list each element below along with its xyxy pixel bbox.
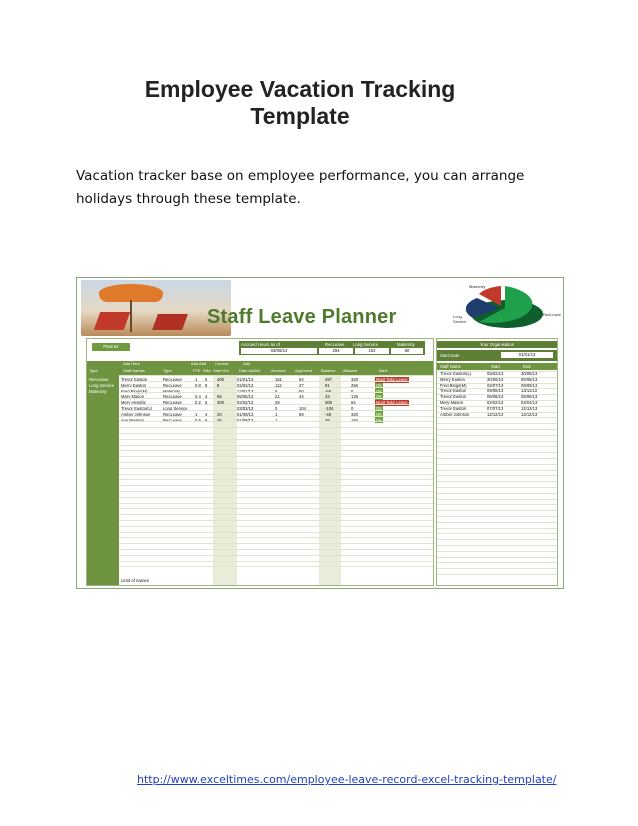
grid-line xyxy=(437,516,557,517)
fte-cell[interactable]: 0.4 xyxy=(195,394,201,400)
accrued-header xyxy=(239,341,425,355)
pie-label-long-service: Long Service xyxy=(453,314,467,324)
grid-line xyxy=(437,400,557,401)
pie-label-recleave: RecLeave xyxy=(543,312,562,317)
grid-line xyxy=(119,526,433,527)
allowed-cell[interactable]: 0 xyxy=(351,405,354,411)
grid-line xyxy=(119,416,433,417)
col-fte: FTE xyxy=(193,368,201,373)
alert-cell[interactable]: OK xyxy=(376,405,383,411)
balance-cell[interactable]: 497 xyxy=(325,377,332,382)
staff-name-cell[interactable]: Mery Hendrix xyxy=(121,400,146,406)
grid-line xyxy=(119,404,433,405)
alert-cell[interactable]: OK xyxy=(376,388,383,394)
grid-line xyxy=(119,433,433,434)
grid-line xyxy=(119,456,433,457)
wks-cell[interactable]: 6 xyxy=(205,417,208,423)
start-hrs-cell[interactable]: 8 xyxy=(217,382,220,388)
schedule-start-cell[interactable]: 09/08/13 xyxy=(487,388,504,394)
grid-line xyxy=(437,388,557,389)
approved-cell[interactable]: 27 xyxy=(299,382,304,388)
beach-chair xyxy=(152,314,188,330)
grid-line xyxy=(437,499,557,500)
grid-line xyxy=(119,450,433,451)
approved-cell[interactable]: 64 xyxy=(299,377,304,382)
schedule-name-cell[interactable]: Amber Johnson xyxy=(440,411,470,417)
leave-pie-chart xyxy=(439,280,561,336)
longservice-label: Long Service xyxy=(353,342,379,347)
grid-line xyxy=(437,412,557,413)
date-added-cell[interactable]: 01/09/13 xyxy=(237,411,254,417)
staff-name-cell[interactable]: Ava Brentari xyxy=(121,417,144,423)
alert-cell[interactable]: Must Take Leave xyxy=(376,377,408,382)
source-link[interactable]: http://www.exceltimes.com/employee-leave-record-excel-tracking-template/ xyxy=(137,773,557,786)
schedule-end-cell[interactable]: 12/12/13 xyxy=(521,411,538,417)
column-header-row xyxy=(87,361,433,375)
balance-cell[interactable]: 45 xyxy=(325,417,330,423)
type-cell[interactable]: RecLeave xyxy=(163,411,182,417)
grid-line xyxy=(437,568,557,569)
schedule-start-cell[interactable]: 12/12/13 xyxy=(487,411,504,417)
grid-line xyxy=(119,555,433,556)
allowed-cell[interactable]: 320 xyxy=(351,377,358,382)
grid-line xyxy=(119,445,433,446)
schedule-start-cell[interactable]: 05/02/13 xyxy=(487,371,504,376)
type-sidebar xyxy=(87,375,119,585)
balance-cell[interactable]: -50 xyxy=(325,388,332,394)
balance-cell[interactable]: 300 xyxy=(325,400,332,406)
accrued-cell[interactable]: 1 xyxy=(275,417,278,423)
grid-line xyxy=(119,392,433,393)
pie-label-maternity: Maternity xyxy=(469,284,486,289)
grid-line xyxy=(437,574,557,575)
grid-line xyxy=(437,475,557,476)
schedule-grid-lines xyxy=(437,371,557,581)
date-added-cell[interactable]: 05/05/13 xyxy=(237,394,254,400)
organisation-label: Your Organisation xyxy=(437,341,557,348)
grid-line xyxy=(119,439,433,440)
grid-line xyxy=(437,470,557,471)
start-date-input[interactable]: 01/01/13 xyxy=(501,352,553,358)
alert-cell[interactable]: OK xyxy=(376,382,383,388)
allowed-cell[interactable]: 320 xyxy=(351,411,358,417)
schedule-end-cell[interactable]: 30/06/13 xyxy=(521,371,538,376)
accrued-date[interactable]: 03/09/13 xyxy=(241,348,317,354)
title-line-1: Employee Vacation Tracking xyxy=(144,76,456,102)
schedule-name-cell[interactable]: Merry Easton xyxy=(440,376,465,382)
type-cell[interactable]: RecLeave xyxy=(163,417,182,423)
wks-cell[interactable]: 6 xyxy=(205,400,208,406)
grid-line xyxy=(437,539,557,540)
alert-cell[interactable]: Must Take Leave xyxy=(376,400,408,406)
balance-cell[interactable]: 91 xyxy=(325,382,330,388)
grid-line xyxy=(119,520,433,521)
grid-line xyxy=(119,497,433,498)
grid-line xyxy=(437,510,557,511)
balance-cell[interactable]: 33 xyxy=(325,394,330,400)
wks-cell[interactable]: 4 xyxy=(205,411,208,417)
grid-line xyxy=(437,406,557,407)
grid-line xyxy=(437,417,557,418)
grid-line xyxy=(119,543,433,544)
allowed-cell[interactable]: 0 xyxy=(351,388,354,394)
schedule-name-cell[interactable]: Fred Blogs(M) xyxy=(440,382,467,388)
col-date-added: Date Added xyxy=(239,368,260,373)
accrued-cell[interactable]: 161 xyxy=(275,377,282,382)
planner-title: Staff Leave Planner xyxy=(207,306,397,328)
grid-line xyxy=(437,504,557,505)
grid-line xyxy=(119,508,433,509)
schedule-panel xyxy=(436,338,558,586)
col-add-add: Add Add xyxy=(191,361,207,366)
allowed-cell[interactable]: 128 xyxy=(351,394,358,400)
schedule-end-cell[interactable]: 04/04/13 xyxy=(521,399,538,405)
intro-line-2: holidays through these template. xyxy=(76,191,301,207)
grid-line xyxy=(119,421,433,422)
grid-line xyxy=(437,551,557,552)
grid-line xyxy=(437,429,557,430)
grid-line xyxy=(119,398,433,399)
grid-line xyxy=(437,371,557,372)
grid-line xyxy=(119,514,433,515)
grid-line xyxy=(119,387,433,388)
col-staff-names: Staff Names xyxy=(123,368,145,373)
schedule-name-cell[interactable]: Trevor Easton xyxy=(440,394,467,400)
date-added-cell[interactable]: 02/02/13 xyxy=(237,382,254,388)
schedule-name-cell[interactable]: Mery Mason xyxy=(440,399,464,405)
grid-line xyxy=(119,427,433,428)
beach-chair xyxy=(94,312,131,330)
document-title xyxy=(0,76,600,130)
type-cell[interactable]: RecLeave xyxy=(163,394,182,400)
fte-cell[interactable]: 0.2 xyxy=(195,400,201,406)
accrued-cell[interactable]: 1 xyxy=(275,411,278,417)
schedule-end-cell[interactable]: 06/08/13 xyxy=(521,376,538,382)
intro-paragraph xyxy=(76,165,556,211)
date-added-cell[interactable]: 02/02/13 xyxy=(237,400,254,406)
leave-table xyxy=(86,338,434,586)
grid-line xyxy=(119,381,433,382)
grid-line xyxy=(119,462,433,463)
grid-line xyxy=(119,532,433,533)
balance-cell[interactable]: -48 xyxy=(325,411,332,417)
grid-line xyxy=(119,375,433,376)
fte-cell[interactable]: 0.8 xyxy=(195,382,201,388)
balance-cell[interactable]: -104 xyxy=(325,405,334,411)
date-added-cell[interactable]: 01/01/13 xyxy=(237,377,254,382)
grid-line xyxy=(437,487,557,488)
start-hrs-cell[interactable]: 56 xyxy=(217,394,222,400)
col-staff-name: Staff Name xyxy=(440,364,461,369)
maternity-label: Maternity xyxy=(397,342,415,347)
grid-line xyxy=(437,562,557,563)
col-add: Add xyxy=(243,361,251,366)
grid-line xyxy=(119,485,433,486)
start-date-label: Start Date xyxy=(440,353,460,358)
schedule-end-cell[interactable]: 13/11/13 xyxy=(521,388,537,394)
start-hrs-cell[interactable]: 400 xyxy=(217,377,224,382)
grid-line xyxy=(437,446,557,447)
grid-lines xyxy=(119,375,433,575)
schedule-header-row xyxy=(437,363,557,370)
col-approved: Approved xyxy=(295,368,313,373)
wks-cell[interactable]: 4 xyxy=(205,394,208,400)
alert-cell[interactable]: OK xyxy=(376,411,383,417)
date-added-cell[interactable]: 03/03/13 xyxy=(237,405,254,411)
staff-name-cell[interactable]: Fred Blogs(M) xyxy=(121,388,148,394)
fte-cell[interactable]: 1 xyxy=(195,377,198,382)
date-added-cell[interactable]: 01/09/13 xyxy=(237,417,254,423)
umbrella-pole xyxy=(130,300,132,332)
schedule-name-cell[interactable]: Trevor Easton(L) xyxy=(440,371,472,376)
grid-line xyxy=(437,464,557,465)
grid-line xyxy=(119,410,433,411)
grid-line xyxy=(119,479,433,480)
recleave-label: RecLeave xyxy=(325,342,345,347)
grid-line xyxy=(437,441,557,442)
grid-line xyxy=(437,377,557,378)
staff-name-cell[interactable]: Trevor Easton xyxy=(121,377,148,382)
grid-line xyxy=(437,533,557,534)
schedule-end-cell[interactable]: 12/12/13 xyxy=(521,405,538,411)
col-current: Current xyxy=(215,361,229,366)
approved-cell[interactable]: 44 xyxy=(299,394,304,400)
grid-line xyxy=(437,493,557,494)
approved-cell[interactable]: 69 xyxy=(299,411,304,417)
maternity-total: 50 xyxy=(391,348,423,354)
grid-line xyxy=(437,545,557,546)
col-accrued: Accrued xyxy=(271,368,286,373)
staff-name-cell[interactable]: Mary Mason xyxy=(121,394,145,400)
schedule-end-cell[interactable]: 09/09/13 xyxy=(521,382,538,388)
allowed-cell[interactable]: 256 xyxy=(351,382,358,388)
grid-line xyxy=(437,423,557,424)
accrued-cell[interactable]: 0 xyxy=(275,405,278,411)
start-hrs-cell[interactable]: 20 xyxy=(217,411,222,417)
staff-name-cell[interactable]: Amber Johnson xyxy=(121,411,151,417)
fte-cell[interactable]: 1 xyxy=(195,411,198,417)
type-item[interactable]: Long Service xyxy=(89,382,115,388)
planner-banner xyxy=(77,278,564,338)
type-cell[interactable]: RecLeave xyxy=(163,400,182,406)
staff-name-cell[interactable]: Trevor Easton(L) xyxy=(121,405,153,411)
date-added-cell[interactable]: 12/01/13 xyxy=(237,388,254,394)
accrued-cell[interactable]: 0 xyxy=(275,388,278,394)
col-start-hrs: Start Hrs xyxy=(213,368,229,373)
spreadsheet-screenshot xyxy=(76,277,564,589)
planner-button[interactable]: Planner xyxy=(92,343,130,351)
schedule-start-cell[interactable]: 06/08/13 xyxy=(487,394,504,400)
col-start: Start xyxy=(491,364,500,369)
recleave-total: 204 xyxy=(319,348,353,354)
schedule-start-cell[interactable]: 07/07/13 xyxy=(487,405,504,411)
grid-line xyxy=(119,549,433,550)
type-cell[interactable]: RecLeave xyxy=(163,377,182,382)
type-item[interactable]: Maternity xyxy=(89,388,107,394)
grid-line xyxy=(437,528,557,529)
accrued-cell[interactable]: 21 xyxy=(275,394,280,400)
start-hrs-cell[interactable]: 45 xyxy=(217,417,222,423)
grid-line xyxy=(437,458,557,459)
type-cell[interactable]: Long Service xyxy=(163,405,188,411)
col-add-here: Add Here xyxy=(123,361,140,366)
type-item[interactable]: RecLeave xyxy=(89,377,109,382)
grid-line xyxy=(119,537,433,538)
grid-line xyxy=(437,394,557,395)
grid-line xyxy=(119,491,433,492)
type-cell[interactable]: Maternity xyxy=(163,388,181,394)
approved-cell[interactable]: 50 xyxy=(299,388,304,394)
alert-cell[interactable]: OK xyxy=(376,417,383,423)
col-alert: Alert xyxy=(379,368,388,373)
col-type-2: Type xyxy=(163,368,172,373)
wks-cell[interactable]: 6 xyxy=(205,382,208,388)
grid-line xyxy=(119,566,433,567)
grid-line xyxy=(119,503,433,504)
grid-line xyxy=(119,561,433,562)
col-allowed: Allowed xyxy=(343,368,358,373)
longservice-total: 104 xyxy=(355,348,389,354)
grid-line xyxy=(437,522,557,523)
schedule-end-cell[interactable]: 08/08/13 xyxy=(521,394,538,400)
type-list xyxy=(87,377,114,394)
grid-line xyxy=(437,481,557,482)
alert-cell[interactable]: OK xyxy=(376,394,383,400)
col-type: Type xyxy=(89,368,98,373)
grid-line xyxy=(437,435,557,436)
col-wks: Wks xyxy=(203,368,211,373)
approved-cell[interactable]: 104 xyxy=(299,405,306,411)
accrued-cell[interactable]: 112 xyxy=(275,382,282,388)
allowed-cell[interactable]: 192 xyxy=(351,417,358,423)
schedule-name-cell[interactable]: Trevor Easton xyxy=(440,388,467,394)
accrued-label: Accrued Hours as of xyxy=(241,342,280,347)
grid-line xyxy=(437,383,557,384)
intro-line-1: Vacation tracker base on employee performance, you can arrange xyxy=(76,168,525,184)
wks-cell[interactable]: 6 xyxy=(205,377,208,382)
grid-line xyxy=(119,468,433,469)
schedule-start-cell[interactable]: 02/02/13 xyxy=(487,399,504,405)
schedule-start-cell[interactable]: 30/06/13 xyxy=(487,376,504,382)
grid-line xyxy=(119,474,433,475)
schedule-name-cell[interactable]: Trevor Easton xyxy=(440,405,467,411)
col-balance: Balance xyxy=(321,368,336,373)
accrued-cell[interactable]: 28 xyxy=(275,400,280,406)
allowed-cell[interactable]: 64 xyxy=(351,400,356,406)
start-hrs-cell[interactable]: 300 xyxy=(217,400,224,406)
staff-name-cell[interactable]: Merry Easton xyxy=(121,382,146,388)
grid-line xyxy=(437,557,557,558)
limit-of-names: Limit of names xyxy=(121,578,149,583)
schedule-start-cell[interactable]: 02/07/13 xyxy=(487,382,504,388)
fte-cell[interactable]: 0.6 xyxy=(195,417,201,423)
pie-svg xyxy=(439,280,561,336)
grid-line xyxy=(437,452,557,453)
col-end: End xyxy=(523,364,531,369)
title-line-2: Template xyxy=(250,103,350,129)
type-cell[interactable]: RecLeave xyxy=(163,382,182,388)
